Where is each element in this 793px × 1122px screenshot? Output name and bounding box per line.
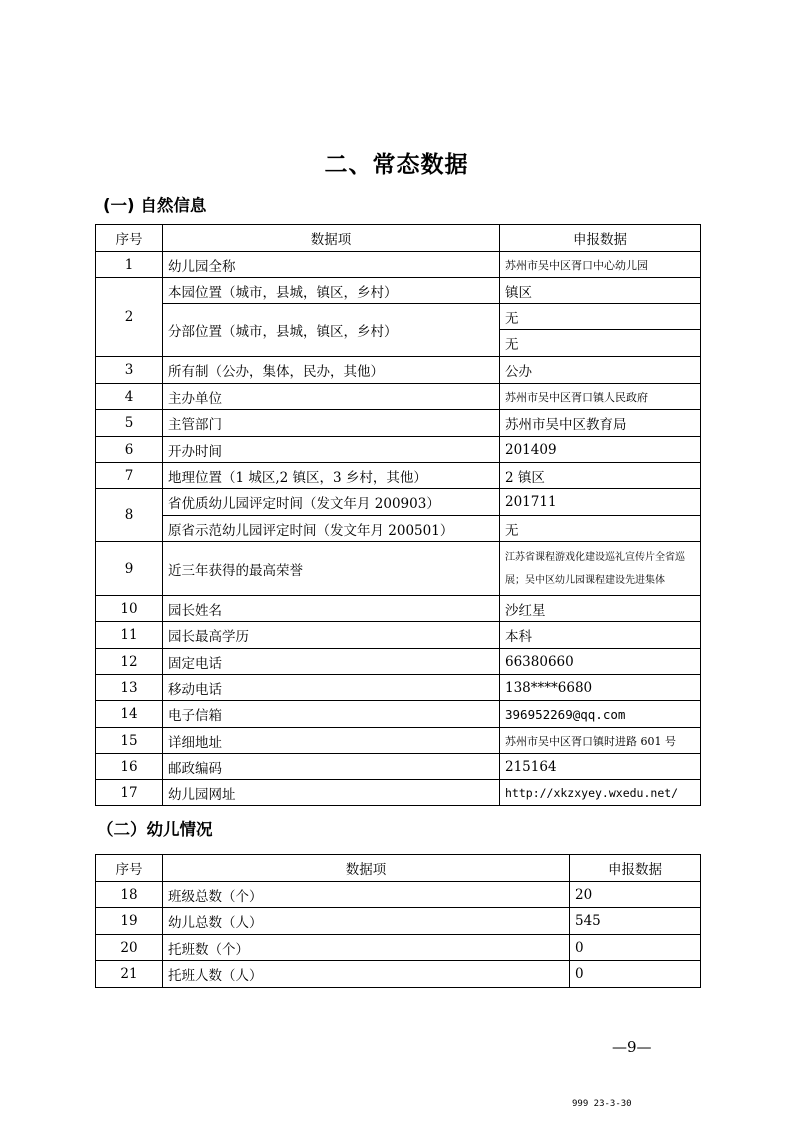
header-item: 数据项 [163, 855, 570, 882]
header-no: 序号 [96, 855, 163, 882]
section-heading-natural-info: (一) 自然信息 [103, 196, 207, 215]
table-row [96, 384, 701, 410]
row-item: 省优质幼儿园评定时间（发文年月 200903） [163, 489, 500, 516]
row-value: 66380660 [500, 649, 701, 675]
row-item: 移动电话 [163, 675, 500, 701]
table-row [96, 516, 701, 542]
table-row [96, 701, 701, 728]
row-value: 镇区 [500, 278, 701, 304]
row-value: 公办 [500, 357, 701, 384]
row-no: 6 [96, 437, 163, 463]
row-no: 2 [96, 278, 163, 357]
row-value: 苏州市吴中区胥口中心幼儿园 [500, 252, 701, 278]
table-row [96, 596, 701, 622]
row-no: 17 [96, 780, 163, 806]
row-no: 18 [96, 882, 163, 908]
row-item: 园长姓名 [163, 596, 500, 622]
row-value: 138****6680 [500, 675, 701, 701]
row-no: 9 [96, 542, 163, 596]
row-item: 开办时间 [163, 437, 500, 463]
row-value: 20 [570, 882, 701, 908]
row-value: 无 [500, 330, 701, 357]
row-no: 14 [96, 701, 163, 728]
header-value: 申报数据 [570, 855, 701, 882]
row-item: 分部位置（城市，县城，镇区，乡村） [163, 304, 500, 357]
footer-stamp: 999 23-3-30 [572, 1099, 632, 1109]
row-item: 详细地址 [163, 728, 500, 754]
page-title: 二、常态数据 [324, 152, 469, 178]
row-item: 固定电话 [163, 649, 500, 675]
row-value: 本科 [500, 622, 701, 649]
header-no: 序号 [96, 225, 163, 252]
row-item: 园长最高学历 [163, 622, 500, 649]
table-row [96, 780, 701, 806]
row-value: 苏州市吴中区教育局 [500, 410, 701, 437]
row-no: 12 [96, 649, 163, 675]
row-item: 原省示范幼儿园评定时间（发文年月 200501） [163, 516, 500, 542]
table-row [96, 754, 701, 780]
table-row [96, 908, 701, 935]
row-value: 545 [570, 908, 701, 935]
row-item: 班级总数（个） [163, 882, 570, 908]
table-row [96, 252, 701, 278]
row-no: 20 [96, 935, 163, 961]
row-no: 16 [96, 754, 163, 780]
row-no: 1 [96, 252, 163, 278]
row-value: 江苏省课程游戏化建设巡礼宣传片全省巡展；吴中区幼儿园课程建设先进集体 [500, 542, 701, 596]
table-row [96, 649, 701, 675]
row-no: 4 [96, 384, 163, 410]
row-value: 无 [500, 516, 701, 542]
row-item: 地理位置（1 城区,2 镇区，3 乡村，其他） [163, 463, 500, 489]
table-row [96, 622, 701, 649]
row-no: 15 [96, 728, 163, 754]
table-row [96, 489, 701, 516]
row-item: 幼儿园网址 [163, 780, 500, 806]
children-info-table [95, 854, 701, 988]
table-row [96, 304, 701, 330]
row-item: 主办单位 [163, 384, 500, 410]
table-row [96, 961, 701, 988]
row-no: 13 [96, 675, 163, 701]
table-row [96, 675, 701, 701]
row-value: 无 [500, 304, 701, 330]
row-value: 苏州市吴中区胥口镇时进路 601 号 [500, 728, 701, 754]
row-item: 托班数（个） [163, 935, 570, 961]
row-value: 0 [570, 935, 701, 961]
table-row [96, 463, 701, 489]
table-header-row [96, 855, 701, 882]
table-row [96, 357, 701, 384]
table-header-row [96, 225, 701, 252]
row-item: 幼儿园全称 [163, 252, 500, 278]
table-row [96, 542, 701, 596]
row-no: 5 [96, 410, 163, 437]
table-row [96, 728, 701, 754]
table-row [96, 410, 701, 437]
row-no: 3 [96, 357, 163, 384]
row-no: 19 [96, 908, 163, 935]
row-item: 电子信箱 [163, 701, 500, 728]
table-row [96, 882, 701, 908]
row-value: 215164 [500, 754, 701, 780]
row-value: 苏州市吴中区胥口镇人民政府 [500, 384, 701, 410]
row-value: 0 [570, 961, 701, 988]
row-value: 2 镇区 [500, 463, 701, 489]
row-value: 396952269@qq.com [500, 701, 701, 728]
header-item: 数据项 [163, 225, 500, 252]
row-item: 近三年获得的最高荣誉 [163, 542, 500, 596]
page-number: —9— [612, 1038, 652, 1056]
section-heading-children-info: （二）幼儿情况 [97, 820, 213, 839]
row-item: 托班人数（人） [163, 961, 570, 988]
header-value: 申报数据 [500, 225, 701, 252]
row-no: 21 [96, 961, 163, 988]
table-row [96, 278, 701, 304]
row-item: 幼儿总数（人） [163, 908, 570, 935]
row-value: 201409 [500, 437, 701, 463]
row-no: 7 [96, 463, 163, 489]
table-row [96, 437, 701, 463]
row-value: 沙红星 [500, 596, 701, 622]
row-no: 11 [96, 622, 163, 649]
row-item: 所有制（公办，集体，民办，其他） [163, 357, 500, 384]
row-value: 201711 [500, 489, 701, 516]
natural-info-table [95, 224, 701, 806]
row-item: 邮政编码 [163, 754, 500, 780]
table-row [96, 935, 701, 961]
row-item: 本园位置（城市，县城，镇区，乡村） [163, 278, 500, 304]
row-value: http://xkzxyey.wxedu.net/ [500, 780, 701, 806]
row-no: 8 [96, 489, 163, 542]
row-item: 主管部门 [163, 410, 500, 437]
row-no: 10 [96, 596, 163, 622]
